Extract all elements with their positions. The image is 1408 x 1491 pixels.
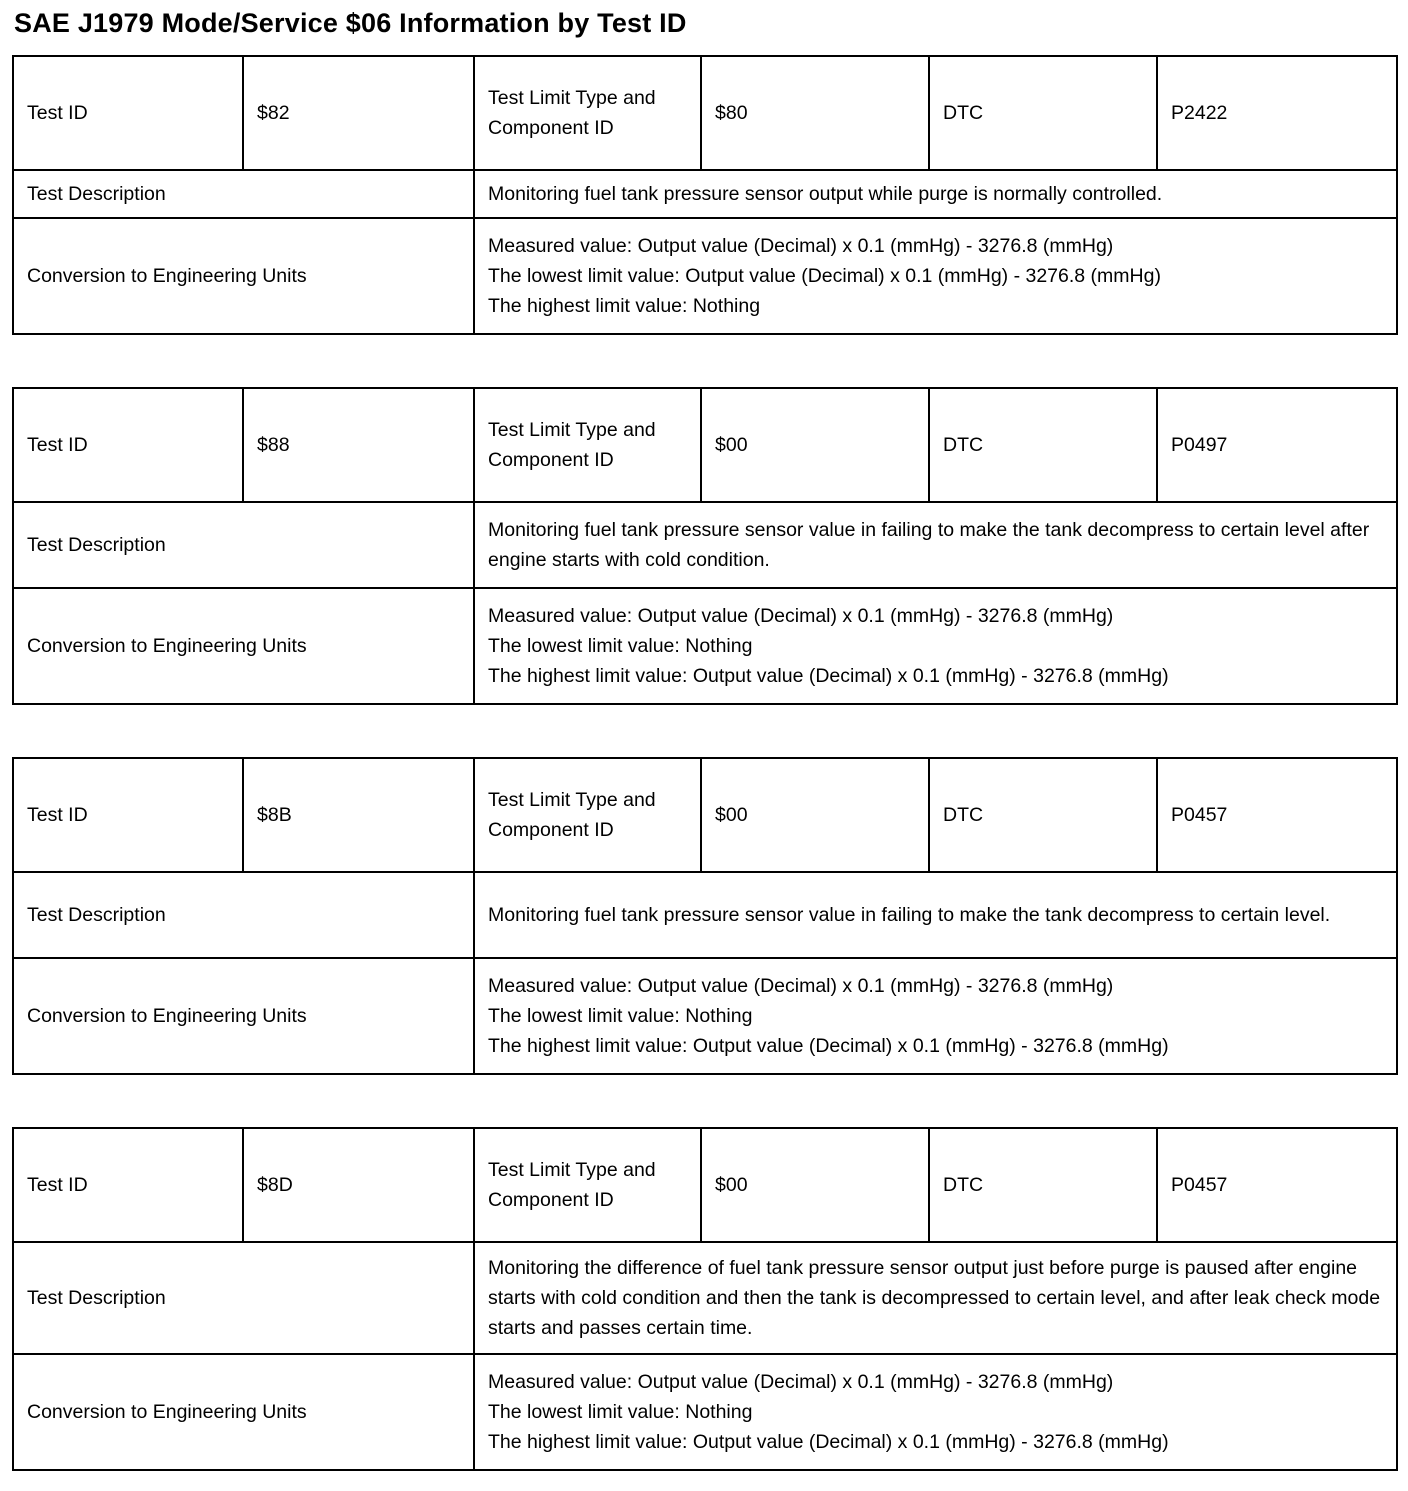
conversion-label: Conversion to Engineering Units — [13, 958, 474, 1074]
conversion-value — [474, 1354, 1397, 1470]
conversion-line-measured: Measured value: Output value (Decimal) x 0.1 (mmHg) - 3276.8 (mmHg) — [488, 1371, 1114, 1393]
dtc-value: P0457 — [1157, 1128, 1397, 1242]
conversion-line-highest: The highest limit value: Output value (Decimal) x 0.1 (mmHg) - 3276.8 (mmHg) — [488, 1431, 1169, 1453]
dtc-label: DTC — [929, 388, 1157, 502]
test-description-value: Monitoring the difference of fuel tank pressure sensor output just before purge is paused after engine starts with cold condition and then the tank is decompressed to certain level, and after leak check mode starts and passes certain time. — [474, 1242, 1397, 1354]
conversion-line-lowest: The lowest limit value: Output value (Decimal) x 0.1 (mmHg) - 3276.8 (mmHg) — [488, 265, 1161, 287]
conversion-line-measured: Measured value: Output value (Decimal) x 0.1 (mmHg) - 3276.8 (mmHg) — [488, 235, 1114, 257]
test-table-8d — [12, 1127, 1398, 1471]
test-description-label: Test Description — [13, 170, 474, 218]
conversion-value — [474, 218, 1397, 334]
table-row — [13, 758, 1397, 872]
conversion-label: Conversion to Engineering Units — [13, 1354, 474, 1470]
conversion-line-highest: The highest limit value: Nothing — [488, 295, 761, 317]
dtc-label: DTC — [929, 56, 1157, 170]
component-id-value: $00 — [701, 758, 929, 872]
test-id-label: Test ID — [13, 758, 243, 872]
conversion-value — [474, 958, 1397, 1074]
test-description-value: Monitoring fuel tank pressure sensor value in failing to make the tank decompress to certain level. — [474, 872, 1397, 958]
conversion-line-measured: Measured value: Output value (Decimal) x 0.1 (mmHg) - 3276.8 (mmHg) — [488, 975, 1114, 997]
test-limit-type-label: Test Limit Type and Component ID — [474, 56, 701, 170]
conversion-value — [474, 588, 1397, 704]
table-row — [13, 1242, 1397, 1354]
conversion-line-lowest: The lowest limit value: Nothing — [488, 635, 753, 657]
test-id-value: $8B — [243, 758, 474, 872]
test-id-label: Test ID — [13, 1128, 243, 1242]
conversion-line-highest: The highest limit value: Output value (Decimal) x 0.1 (mmHg) - 3276.8 (mmHg) — [488, 665, 1169, 687]
component-id-value: $00 — [701, 388, 929, 502]
test-limit-type-label: Test Limit Type and Component ID — [474, 758, 701, 872]
table-row — [13, 1354, 1397, 1470]
conversion-line-lowest: The lowest limit value: Nothing — [488, 1005, 753, 1027]
test-id-label: Test ID — [13, 56, 243, 170]
test-description-value: Monitoring fuel tank pressure sensor value in failing to make the tank decompress to certain level after engine starts with cold condition. — [474, 502, 1397, 588]
table-row — [13, 218, 1397, 334]
page-title: SAE J1979 Mode/Service $06 Information by Test ID — [14, 8, 687, 38]
table-row — [13, 1128, 1397, 1242]
conversion-line-highest: The highest limit value: Output value (Decimal) x 0.1 (mmHg) - 3276.8 (mmHg) — [488, 1035, 1169, 1057]
conversion-line-lowest: The lowest limit value: Nothing — [488, 1401, 753, 1423]
table-row — [13, 56, 1397, 170]
test-description-label: Test Description — [13, 1242, 474, 1354]
test-limit-type-label: Test Limit Type and Component ID — [474, 388, 701, 502]
conversion-label: Conversion to Engineering Units — [13, 588, 474, 704]
table-row — [13, 502, 1397, 588]
dtc-value: P0497 — [1157, 388, 1397, 502]
conversion-label: Conversion to Engineering Units — [13, 218, 474, 334]
dtc-label: DTC — [929, 758, 1157, 872]
table-row — [13, 588, 1397, 704]
component-id-value: $00 — [701, 1128, 929, 1242]
component-id-value: $80 — [701, 56, 929, 170]
test-table-88 — [12, 387, 1398, 705]
test-id-label: Test ID — [13, 388, 243, 502]
test-description-value: Monitoring fuel tank pressure sensor output while purge is normally controlled. — [474, 170, 1397, 218]
test-id-value: $8D — [243, 1128, 474, 1242]
conversion-line-measured: Measured value: Output value (Decimal) x 0.1 (mmHg) - 3276.8 (mmHg) — [488, 605, 1114, 627]
test-id-value: $82 — [243, 56, 474, 170]
test-id-value: $88 — [243, 388, 474, 502]
test-table-82 — [12, 55, 1398, 335]
test-description-label: Test Description — [13, 502, 474, 588]
table-row — [13, 170, 1397, 218]
dtc-label: DTC — [929, 1128, 1157, 1242]
dtc-value: P0457 — [1157, 758, 1397, 872]
table-row — [13, 958, 1397, 1074]
dtc-value: P2422 — [1157, 56, 1397, 170]
test-limit-type-label: Test Limit Type and Component ID — [474, 1128, 701, 1242]
test-description-label: Test Description — [13, 872, 474, 958]
test-table-8b — [12, 757, 1398, 1075]
table-row — [13, 872, 1397, 958]
table-row — [13, 388, 1397, 502]
